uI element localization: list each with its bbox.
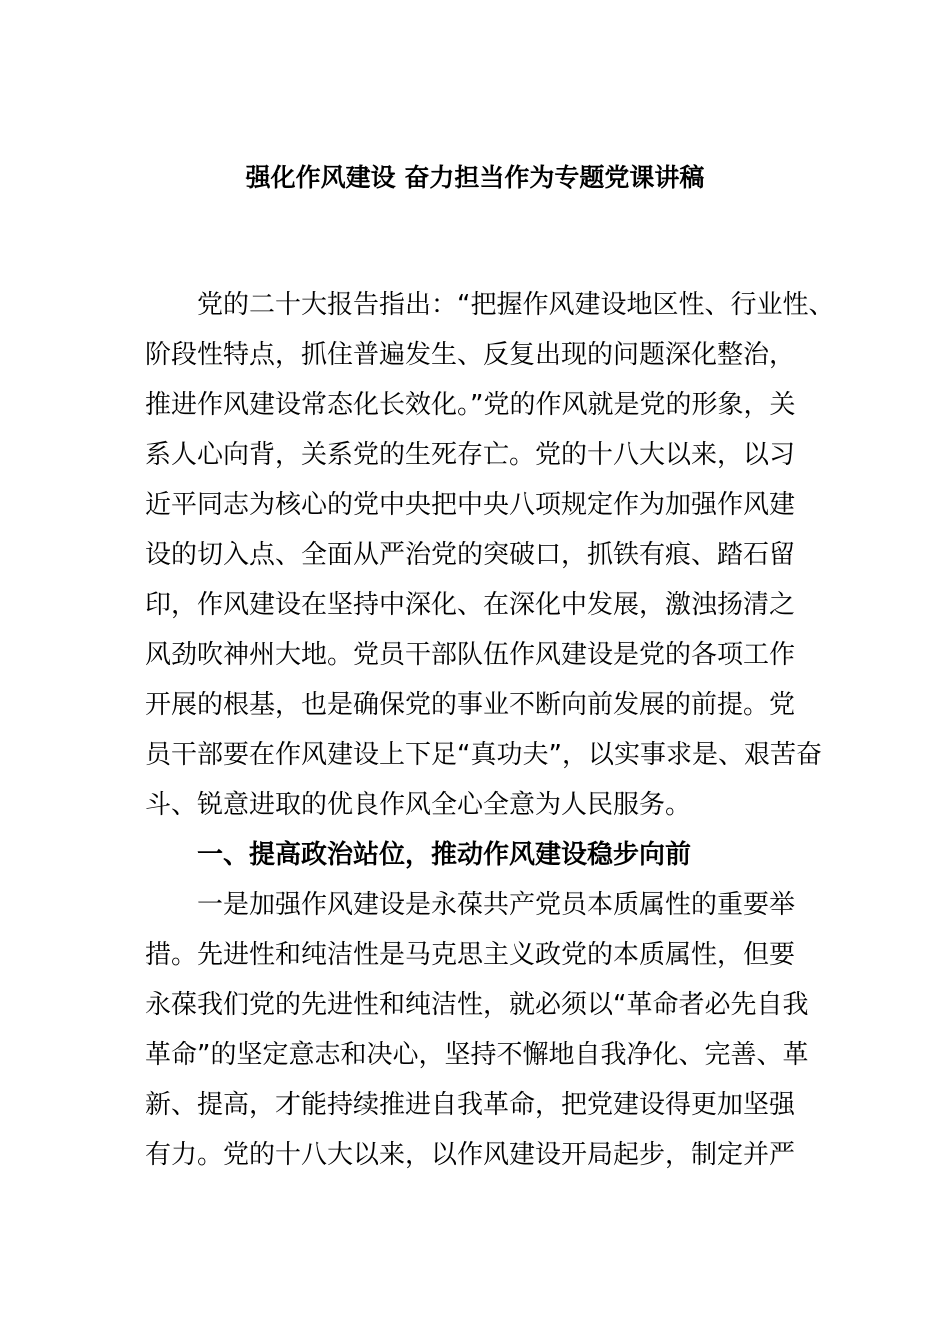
document-body: [145, 280, 835, 1180]
paragraph-line: 风劲吹神州大地。党员干部队伍作风建设是党的各项工作: [145, 640, 796, 670]
document-title: 强化作风建设 奋力担当作为专题党课讲稿: [245, 163, 705, 192]
paragraph-line: 员干部要在作风建设上下足“真功夫”，以实事求是、艰苦奋: [145, 740, 822, 770]
paragraph-line: 党的二十大报告指出：“把握作风建设地区性、行业性、: [197, 290, 835, 320]
paragraph-line: 阶段性特点，抓住普遍发生、反复出现的问题深化整治，: [145, 340, 796, 370]
paragraph-line: 开展的根基，也是确保党的事业不断向前发展的前提。党: [145, 690, 796, 720]
paragraph-line: 革命”的坚定意志和决心，坚持不懈地自我净化、完善、革: [145, 1040, 809, 1070]
paragraph-line: 有力。党的十八大以来，以作风建设开局起步，制定并严: [145, 1140, 796, 1170]
paragraph-line: 推进作风建设常态化长效化。”党的作风就是党的形象，关: [145, 390, 796, 420]
paragraph-line: 新、提高，才能持续推进自我革命，把党建设得更加坚强: [145, 1090, 796, 1120]
paragraph-line: 永葆我们党的先进性和纯洁性，就必须以“革命者必先自我: [145, 990, 809, 1020]
paragraph-line: 措。先进性和纯洁性是马克思主义政党的本质属性，但要: [145, 940, 796, 970]
paragraph-line: 设的切入点、全面从严治党的突破口，抓铁有痕、踏石留: [145, 540, 796, 570]
paragraph-line: 印，作风建设在坚持中深化、在深化中发展，激浊扬清之: [145, 590, 796, 620]
paragraph-line: 斗、锐意进取的优良作风全心全意为人民服务。: [145, 790, 692, 820]
paragraph-line: 系人心向背，关系党的生死存亡。党的十八大以来，以习: [145, 440, 796, 470]
paragraph-line: 一是加强作风建设是永葆共产党员本质属性的重要举: [197, 890, 796, 920]
section-heading: 一、提高政治站位，推动作风建设稳步向前: [197, 840, 692, 870]
paragraph-line: 近平同志为核心的党中央把中央八项规定作为加强作风建: [145, 490, 796, 520]
